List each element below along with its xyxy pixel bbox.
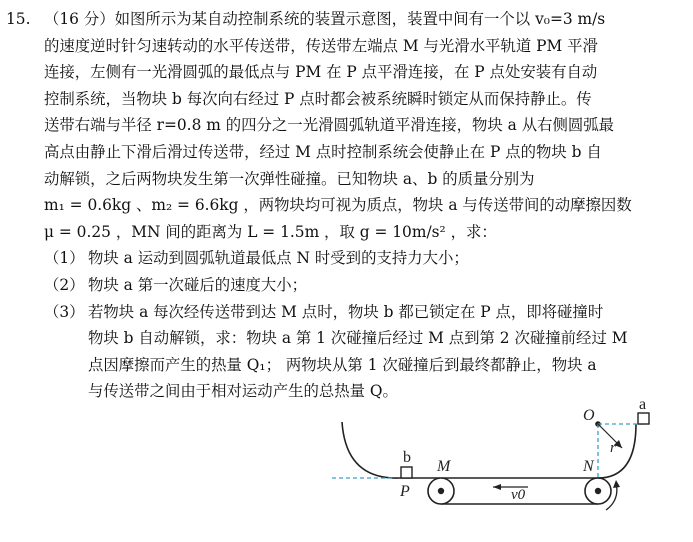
label-o: O [583, 407, 595, 424]
question-text-line: 控制系统，当物块 b 每次向右经过 P 点时都会被系统瞬时锁定从而保持静止。传 [44, 89, 592, 108]
question-number: 15. [6, 10, 31, 28]
subquestion-3 [6, 299, 686, 326]
subquestion-text: 与传送带之间由于相对运动产生的总热量 Q。 [88, 382, 398, 401]
belt-velocity-arrowhead [493, 484, 501, 490]
question-text-line: 连接，左侧有一光滑圆弧的最低点与 PM 在 P 点平滑连接，在 P 点处安装有自动 [44, 63, 598, 82]
subquestion-label: （1） [44, 249, 85, 268]
right-arc-track [598, 424, 636, 478]
label-m: M [437, 458, 451, 475]
question-text-line: 高点由静止下滑后滑过传送带，经过 M 点时控制系统会使静止在 P 点的物块 b 自 [44, 142, 602, 161]
block-b [401, 467, 412, 478]
label-n: N [583, 458, 594, 475]
question-text-line: 动解锁，之后两物块发生第一次弹性碰撞。已知物块 a、b 的质量分别为 [44, 169, 535, 188]
apparatus-figure [330, 400, 685, 538]
subquestion-text: 若物块 a 每次经传送带到达 M 点时，物块 b 都已锁定在 P 点，即将碰撞时 [88, 302, 604, 321]
right-roller-axle [595, 488, 601, 494]
question-text-line: （16 分）如图所示为某自动控制系统的装置示意图，装置中间有一个以 v₀=3 m/s [44, 10, 606, 28]
rotation-arrowhead [613, 480, 620, 488]
label-b: b [403, 449, 411, 466]
question-line [6, 6, 686, 33]
subquestion-1 [6, 245, 686, 272]
label-p: P [400, 483, 410, 500]
label-v0: v0 [511, 487, 526, 503]
question-text-line: 的速度逆时针匀速转动的水平传送带，传送带左端点 M 与光滑水平轨道 PM 平滑 [44, 36, 598, 55]
subquestion-label: （2） [44, 275, 85, 294]
question-text-line: μ = 0.25 ，MN 间的距离为 L = 1.5m ，取 g = 10m/s² ，求： [44, 222, 497, 241]
question-text-line: 送带右端与半径 r=0.8 m 的四分之一光滑圆弧轨道平滑连接，物块 a 从右侧圆弧最 [44, 116, 615, 135]
label-a: a [639, 400, 647, 413]
subquestion-text: 物块 a 第一次碰后的速度大小； [88, 275, 308, 294]
block-a [638, 413, 649, 424]
left-arc-track [342, 422, 400, 478]
question-text-line: m₁ = 0.6kg 、m₂ = 6.6kg ，两物块均可视为质点，物块 a 与传送带间的动摩擦因数 [44, 196, 632, 215]
subquestion-text: 点因摩擦而产生的热量 Q₁； 两物块从第 1 次碰撞后到最终都静止，物块 a [88, 355, 597, 374]
subquestion-3-continuation [6, 325, 686, 405]
left-roller-axle [438, 488, 444, 494]
subquestion-text: 物块 b 自动解锁，求：物块 a 第 1 次碰撞后经过 M 点到第 2 次碰撞前经过 M [88, 329, 628, 348]
question-block [6, 6, 686, 405]
subquestion-text: 物块 a 运动到圆弧轨道最低点 N 时受到的支持力大小； [88, 249, 469, 268]
label-r: r [610, 440, 616, 456]
subquestion-label: （3） [44, 302, 85, 321]
subquestion-2 [6, 272, 686, 299]
